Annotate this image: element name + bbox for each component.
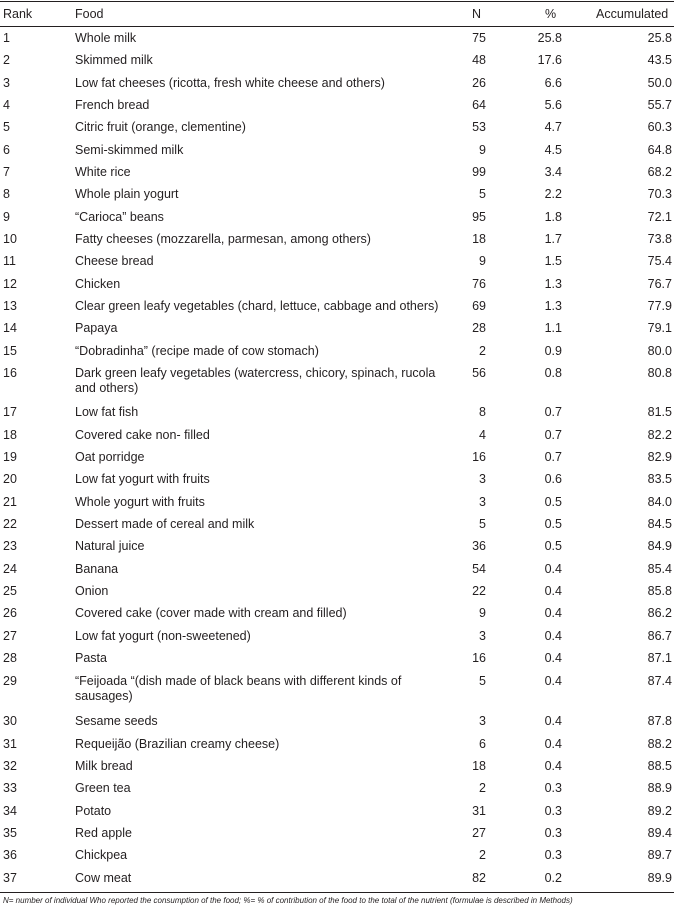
cell-rank: 31 [3,737,17,751]
cell-n: 36 [472,539,486,553]
cell-food: Low fat yogurt (non-sweetened) [75,629,251,643]
cell-percent: 4.5 [544,143,562,157]
cell-rank: 32 [3,759,17,773]
cell-n: 6 [479,737,486,751]
cell-food: Milk bread [75,759,133,773]
cell-n: 54 [472,562,486,576]
cell-n: 95 [472,210,486,224]
cell-percent: 0.5 [544,517,562,531]
cell-percent: 3.4 [544,165,562,179]
cell-rank: 18 [3,428,17,442]
cell-food: Dessert made of cereal and milk [75,517,255,531]
cell-n: 9 [479,254,486,268]
cell-accumulated: 83.5 [647,472,672,486]
cell-food: Covered cake (cover made with cream and filled) [75,606,347,620]
cell-accumulated: 84.5 [647,517,672,531]
cell-accumulated: 88.5 [647,759,672,773]
cell-accumulated: 70.3 [647,187,672,201]
cell-n: 5 [479,517,486,531]
cell-food: French bread [75,98,150,112]
cell-rank: 30 [3,714,17,728]
cell-n: 22 [472,584,486,598]
cell-accumulated: 85.4 [647,562,672,576]
cell-percent: 0.7 [544,428,562,442]
cell-rank: 27 [3,629,17,643]
cell-food: Fatty cheeses (mozzarella, parmesan, among others) [75,232,371,246]
cell-accumulated: 84.9 [647,539,672,553]
cell-percent: 0.4 [544,584,562,598]
cell-food: “Feijoada “(dish made of black beans with different kinds of sausages) [75,674,402,703]
cell-rank: 7 [3,165,10,179]
cell-percent: 5.6 [544,98,562,112]
cell-percent: 0.9 [544,344,562,358]
cell-percent: 0.8 [544,366,562,380]
cell-n: 64 [472,98,486,112]
cell-n: 5 [479,187,486,201]
cell-percent: 2.2 [544,187,562,201]
cell-food: “Carioca” beans [75,210,164,224]
cell-percent: 0.3 [544,826,562,840]
cell-n: 27 [472,826,486,840]
cell-rank: 9 [3,210,10,224]
cell-accumulated: 82.9 [647,450,672,464]
cell-accumulated: 87.1 [647,651,672,665]
cell-rank: 2 [3,53,10,67]
cell-food: Banana [75,562,119,576]
cell-accumulated: 72.1 [647,210,672,224]
cell-n: 8 [479,405,486,419]
cell-food: Oat porridge [75,450,145,464]
cell-percent: 0.4 [544,629,562,643]
cell-n: 2 [479,344,486,358]
cell-percent: 1.8 [544,210,562,224]
cell-n: 9 [479,606,486,620]
cell-rank: 24 [3,562,17,576]
cell-food: Cow meat [75,871,132,885]
cell-accumulated: 89.4 [647,826,672,840]
cell-percent: 1.1 [544,321,562,335]
cell-n: 69 [472,299,486,313]
cell-accumulated: 55.7 [647,98,672,112]
cell-percent: 1.5 [544,254,562,268]
cell-accumulated: 76.7 [647,277,672,291]
cell-rank: 29 [3,674,17,688]
cell-rank: 21 [3,495,17,509]
cell-accumulated: 84.0 [647,495,672,509]
cell-rank: 34 [3,804,17,818]
cell-percent: 0.6 [544,472,562,486]
cell-food: “Dobradinha” (recipe made of cow stomach) [75,344,319,358]
cell-percent: 0.2 [544,871,562,885]
cell-percent: 17.6 [537,53,562,67]
cell-food: Low fat fish [75,405,139,419]
cell-n: 56 [472,366,486,380]
cell-rank: 22 [3,517,17,531]
table-bottom-rule [0,892,674,893]
cell-n: 16 [472,450,486,464]
cell-rank: 3 [3,76,10,90]
cell-accumulated: 68.2 [647,165,672,179]
cell-rank: 26 [3,606,17,620]
cell-percent: 0.5 [544,539,562,553]
cell-food: Chicken [75,277,121,291]
cell-rank: 16 [3,366,17,380]
cell-percent: 0.5 [544,495,562,509]
cell-rank: 5 [3,120,10,134]
cell-n: 3 [479,714,486,728]
cell-n: 76 [472,277,486,291]
cell-n: 2 [479,781,486,795]
cell-food: Chickpea [75,848,128,862]
cell-percent: 0.4 [544,562,562,576]
cell-rank: 36 [3,848,17,862]
cell-accumulated: 60.3 [647,120,672,134]
cell-accumulated: 88.2 [647,737,672,751]
cell-rank: 35 [3,826,17,840]
cell-accumulated: 77.9 [647,299,672,313]
cell-rank: 20 [3,472,17,486]
cell-n: 53 [472,120,486,134]
cell-food: Onion [75,584,109,598]
cell-percent: 1.3 [544,299,562,313]
cell-percent: 0.7 [544,450,562,464]
cell-rank: 37 [3,871,17,885]
cell-percent: 0.3 [544,848,562,862]
cell-accumulated: 50.0 [647,76,672,90]
header-accumulated: Accumulated [596,7,669,21]
cell-food: White rice [75,165,131,179]
cell-accumulated: 64.8 [647,143,672,157]
cell-percent: 0.4 [544,651,562,665]
cell-n: 3 [479,629,486,643]
cell-food: Whole milk [75,31,137,45]
cell-n: 48 [472,53,486,67]
cell-percent: 0.3 [544,804,562,818]
cell-percent: 0.4 [544,759,562,773]
cell-food: Green tea [75,781,131,795]
cell-percent: 0.4 [544,714,562,728]
cell-percent: 1.3 [544,277,562,291]
cell-food: Natural juice [75,539,145,553]
cell-rank: 1 [3,31,10,45]
cell-n: 28 [472,321,486,335]
cell-n: 82 [472,871,486,885]
cell-percent: 1.7 [544,232,562,246]
cell-n: 99 [472,165,486,179]
cell-food: Citric fruit (orange, clementine) [75,120,246,134]
cell-rank: 25 [3,584,17,598]
cell-percent: 25.8 [537,31,562,45]
cell-n: 2 [479,848,486,862]
cell-n: 75 [472,31,486,45]
cell-accumulated: 80.8 [647,366,672,380]
header-food: Food [75,7,104,21]
cell-rank: 12 [3,277,17,291]
cell-n: 5 [479,674,486,688]
cell-rank: 13 [3,299,17,313]
cell-food: Whole plain yogurt [75,187,179,201]
cell-percent: 0.4 [544,606,562,620]
header-rank: Rank [3,7,33,21]
cell-accumulated: 25.8 [647,31,672,45]
cell-accumulated: 86.2 [647,606,672,620]
cell-food: Skimmed milk [75,53,153,67]
cell-accumulated: 80.0 [647,344,672,358]
cell-n: 18 [472,232,486,246]
cell-accumulated: 89.7 [647,848,672,862]
cell-food: Low fat cheeses (ricotta, fresh white cheese and others) [75,76,385,90]
cell-accumulated: 81.5 [647,405,672,419]
cell-food: Red apple [75,826,132,840]
cell-food: Low fat yogurt with fruits [75,472,210,486]
cell-n: 31 [472,804,486,818]
cell-rank: 23 [3,539,17,553]
cell-rank: 15 [3,344,17,358]
table-top-rule [0,1,674,2]
cell-accumulated: 79.1 [647,321,672,335]
cell-accumulated: 82.2 [647,428,672,442]
cell-food: Semi-skimmed milk [75,143,184,157]
cell-accumulated: 43.5 [647,53,672,67]
cell-percent: 0.4 [544,737,562,751]
cell-percent: 4.7 [544,120,562,134]
header-n: N [472,7,482,21]
cell-accumulated: 89.2 [647,804,672,818]
cell-percent: 0.7 [544,405,562,419]
cell-accumulated: 86.7 [647,629,672,643]
cell-percent: 6.6 [544,76,562,90]
header-percent: % [545,7,557,21]
cell-accumulated: 89.9 [647,871,672,885]
cell-food: Clear green leafy vegetables (chard, lettuce, cabbage and others) [75,299,439,313]
cell-food: Requeijão (Brazilian creamy cheese) [75,737,280,751]
cell-food: Cheese bread [75,254,154,268]
cell-n: 16 [472,651,486,665]
cell-rank: 33 [3,781,17,795]
cell-rank: 6 [3,143,10,157]
cell-n: 4 [479,428,486,442]
cell-n: 18 [472,759,486,773]
cell-rank: 11 [3,254,16,268]
cell-accumulated: 75.4 [647,254,672,268]
cell-rank: 10 [3,232,17,246]
cell-rank: 19 [3,450,17,464]
cell-n: 3 [479,495,486,509]
cell-rank: 28 [3,651,17,665]
cell-food: Sesame seeds [75,714,158,728]
cell-percent: 0.3 [544,781,562,795]
cell-accumulated: 85.8 [647,584,672,598]
cell-accumulated: 87.8 [647,714,672,728]
cell-rank: 8 [3,187,10,201]
cell-n: 9 [479,143,486,157]
cell-accumulated: 88.9 [647,781,672,795]
cell-percent: 0.4 [544,674,562,688]
cell-food: Papaya [75,321,118,335]
cell-rank: 17 [3,405,17,419]
cell-accumulated: 87.4 [647,674,672,688]
cell-accumulated: 73.8 [647,232,672,246]
cell-food: Covered cake non- filled [75,428,210,442]
cell-n: 3 [479,472,486,486]
cell-rank: 4 [3,98,10,112]
cell-rank: 14 [3,321,17,335]
table-footnote: N= number of individual Who reported the consumption of the food; %= % of contribution of the food to the total of the nutrient (formulae is described in Methods) [3,896,573,905]
cell-food: Pasta [75,651,107,665]
cell-food: Whole yogurt with fruits [75,495,205,509]
cell-food: Dark green leafy vegetables (watercress, chicory, spinach, rucola and others) [75,366,436,395]
table-header-rule [0,26,674,27]
cell-n: 26 [472,76,486,90]
cell-food: Potato [75,804,112,818]
